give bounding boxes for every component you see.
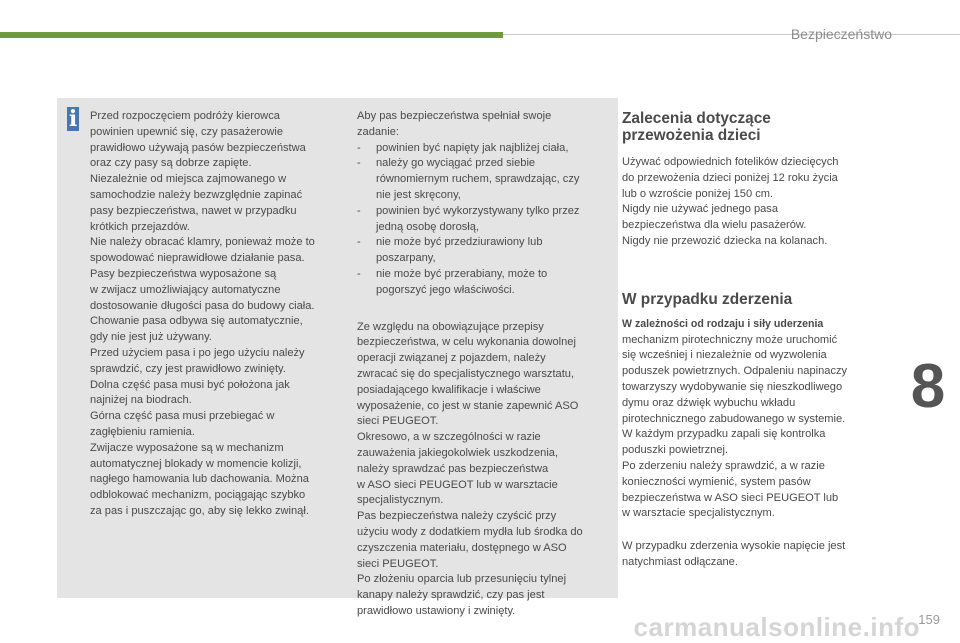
text-line: Przed rozpoczęciem podróży kierowca [90, 110, 280, 122]
list-item-text: powinien być wykorzystywany tylko przez [376, 204, 580, 217]
list-item-text: nie może być przerabiany, może to [376, 267, 548, 280]
chapter-number: 8 [910, 352, 946, 421]
text-line: bezpieczeństwa w ASO sieci PEUGEOT lub [622, 491, 839, 504]
text-line: zagłębieniu ramienia. [90, 425, 195, 438]
list-item [357, 141, 613, 157]
text-line: dostosowanie długości pasa do budowy ciała. [90, 299, 315, 312]
text-line: Górna część pasa musi przebiegać w [90, 410, 275, 423]
text-line: czyszczenia materiału, dostępnego w ASO [357, 541, 567, 554]
text-line: Chowanie pasa odbywa się automatycznie, [90, 315, 303, 328]
text-line: Okresowo, a w szczególności w razie [357, 431, 541, 444]
dash-marker: - [357, 157, 361, 170]
text-line: Po zderzeniu należy sprawdzić, a w razie [622, 459, 825, 472]
text-line: najniżej na biodrach. [90, 394, 192, 407]
list-item-text: należy go wyciągać przed siebie [376, 157, 536, 170]
watermark: carmanualsonline.info [633, 612, 920, 642]
text-line: należy sprawdzać pas bezpieczeństwa [357, 462, 549, 475]
collision-text [622, 317, 884, 522]
text-line: w warsztacie specjalistycznym. [622, 507, 775, 520]
text-line: wyposażenie, co jest w stanie zapewnić ASO [357, 399, 579, 412]
text-line: operacji związanej z pojazdem, należy [357, 352, 546, 365]
list-item-text: powinien być napięty jak najbliżej ciała, [376, 141, 569, 154]
text-line: W przypadku zderzenia wysokie napięcie jest [622, 540, 846, 553]
text-line: odblokować mechanizm, pociągając szybko [90, 489, 306, 502]
text-line: za pas i puszczając go, aby się lekko zwinął. [90, 504, 309, 517]
text-line: bezpieczeństwa dla wielu pasażerów. [622, 219, 807, 232]
text-line: się wcześniej i niezależnie od wyzwolenia [622, 349, 827, 362]
text-line: zwracać się do specjalistycznego warsztatu, [357, 367, 575, 380]
section-title: Bezpieczeństwo [790, 26, 892, 42]
list-item [357, 204, 613, 236]
text-line: lub o wzroście poniżej 150 cm. [622, 187, 774, 200]
collision-subheading: W zależności od rodzaju i siły uderzenia [622, 317, 824, 330]
intro-line: zadanie: [357, 125, 399, 138]
list-item-text: równomiernym ruchem, sprawdzając, czy [376, 173, 580, 186]
list-item [357, 235, 613, 267]
heading-line: Zalecenia dotyczące [622, 110, 771, 127]
list-item-text: jedną osobę dorosłą, [376, 220, 480, 233]
text-line: Używać odpowiednich fotelików dziecięcych [622, 156, 839, 168]
text-line: dymu oraz dźwięk wybuchu wkładu [622, 396, 796, 409]
child-and-collision-column [622, 110, 884, 571]
list-item-text: nie jest skręcony, [376, 188, 461, 201]
text-line: automatycznej blokady w momencie kolizji, [90, 457, 302, 470]
text-line: Nigdy nie przewozić dziecka na kolanach. [622, 234, 828, 247]
child-transport-heading [622, 110, 884, 144]
text-line: sieci PEUGEOT. [357, 557, 439, 570]
page-number: 159 [918, 612, 940, 627]
seat-belt-requirements-column [357, 109, 613, 620]
list-item-text: nie może być przedziurawiony lub [376, 236, 543, 249]
text-line: oraz czy pasy są dobrze zapięte. [90, 157, 252, 170]
text-line: Dolna część pasa musi być położona jak [90, 378, 290, 391]
text-line: samochodzie należy bezwzględnie zapinać [90, 188, 303, 201]
dash-marker: - [357, 204, 361, 217]
text-line: Nigdy nie używać jednego pasa [622, 203, 779, 216]
text-line: Pasy bezpieczeństwa wyposażone są [90, 267, 277, 280]
intro-line: Aby pas bezpieczeństwa spełniał swoje [357, 110, 552, 122]
text-line: Pas bezpieczeństwa należy czyścić przy [357, 510, 557, 523]
text-line: krótkich przejazdów. [90, 220, 190, 233]
text-line: sieci PEUGEOT. [357, 415, 439, 428]
text-line: towarzyszy wydobywanie się nieszkodliwego [622, 380, 843, 393]
text-line: użyciu wody z dodatkiem mydła lub środka do [357, 525, 583, 538]
text-line: specjalistycznym. [357, 494, 444, 507]
text-line: zauważenia jakiegokolwiek uszkodzenia, [357, 446, 559, 459]
text-line: nagłego hamowania lub dachowania. Można [90, 473, 309, 486]
text-line: kanapy należy sprawdzić, czy pas jest [357, 589, 545, 602]
text-line: spowodować nieprawidłowe działanie pasa. [90, 252, 305, 265]
dash-marker: - [357, 141, 361, 154]
text-line: posiadającego kwalifikacje i właściwe [357, 383, 541, 396]
list-item-text: pogorszyć jego właściwości. [376, 283, 515, 296]
requirements-list [357, 141, 613, 299]
seat-belt-advice-column [90, 109, 352, 520]
text-line: Przed użyciem pasa i po jego użyciu należy [90, 346, 305, 359]
dash-marker: - [357, 267, 361, 280]
text-line: pasy bezpieczeństwa, nawet w przypadku [90, 204, 297, 217]
header-accent-bar [0, 32, 503, 38]
text-line: sprawdzić, czy jest prawidłowo zwinięty. [90, 362, 286, 375]
high-voltage-note [622, 539, 884, 571]
text-line: w zwijacz umożliwiający automatyczne [90, 283, 281, 296]
text-line: pirotechnicznego zabudowanego w systemie. [622, 412, 846, 425]
list-item [357, 156, 613, 203]
text-line: mechanizm pirotechniczny może uruchomić [622, 333, 838, 346]
list-item-text: poszarpany, [376, 252, 436, 265]
text-line: konieczności wymienić, system pasów [622, 475, 811, 488]
text-line: do przewożenia dzieci poniżej 12 roku życia [622, 171, 838, 184]
text-line: w ASO sieci PEUGEOT lub w warsztacie [357, 478, 558, 491]
info-icon: i [68, 106, 78, 132]
maintenance-paragraphs [357, 320, 613, 620]
text-line: Po złożeniu oparcia lub przesunięciu tylnej [357, 573, 567, 586]
dash-marker: - [357, 236, 361, 249]
heading-line: przewożenia dzieci [622, 127, 761, 144]
text-line: Ze względu na obowiązujące przepisy [357, 320, 544, 333]
text-line: prawidłowo ustawiony i zwinięty. [357, 604, 516, 617]
child-transport-text [622, 155, 884, 250]
text-line: gdy nie jest już używany. [90, 331, 212, 344]
text-line: poduszek powietrznych. Odpaleniu napinaczy [622, 365, 848, 378]
text-line: natychmiast odłączane. [622, 555, 738, 568]
list-item [357, 267, 613, 299]
text-line: Niezależnie od miejsca zajmowanego w [90, 173, 287, 186]
collision-heading: W przypadku zderzenia [622, 290, 793, 308]
text-line: W każdym przypadku zapali się kontrolka [622, 428, 826, 441]
text-line: poduszki powietrznej. [622, 444, 729, 457]
text-line: powinien upewnić się, czy pasażerowie [90, 125, 284, 138]
text-line: bezpieczeństwa, w celu wykonania dowolnej [357, 336, 576, 349]
text-line: Nie należy obracać klamry, ponieważ może to [90, 236, 315, 249]
text-line: Zwijacze wyposażone są w mechanizm [90, 441, 284, 454]
text-line: prawidłowo używają pasów bezpieczeństwa [90, 141, 306, 154]
